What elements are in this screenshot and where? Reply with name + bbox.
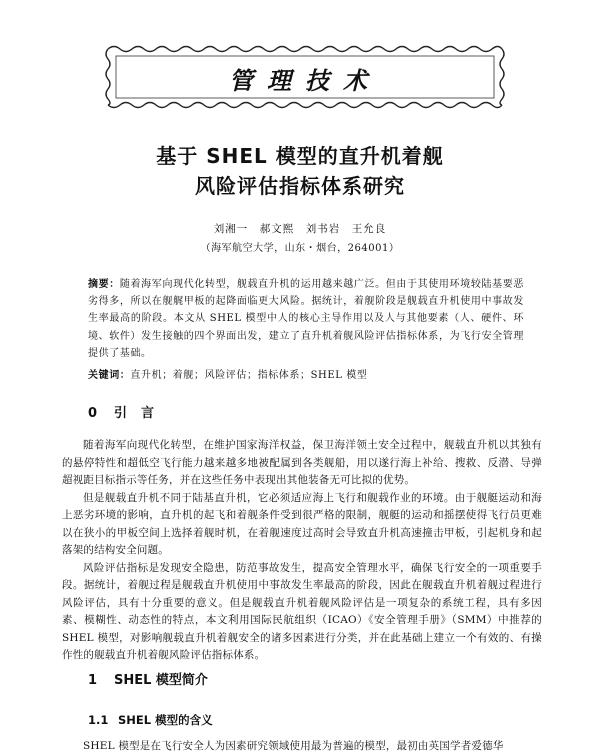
subsection-title: SHEL 模型的含义 <box>118 713 213 727</box>
paragraph: 随着海军向现代化转型，在维护国家海洋权益，保卫海洋领土安全过程中，舰载直升机以其独有的悬停特性和超低空飞行能力越来越多地被配属到各类舰船，用以遂行海上补给、搜救、反潜、导弹超视距目标指示等任务，并在这些任务中表现出其他装备无可比拟的优势。 <box>62 439 542 486</box>
section-number: 0 <box>88 406 98 421</box>
section-number: 1 <box>88 673 98 688</box>
section-heading-introduction <box>88 402 168 421</box>
keywords <box>88 366 524 381</box>
paragraph: SHEL 模型是在飞行安全人为因素研究领域使用最为普遍的模型，最初由英国学者爱德华 <box>83 740 504 752</box>
keywords-label: 关键词： <box>88 370 131 381</box>
paper-title-line-2: 风险评估指标体系研究 <box>195 174 405 198</box>
abstract <box>88 276 524 362</box>
authors: 刘湘一 郝文熙 刘书岩 王允良 <box>213 223 387 235</box>
paper-title-line-1: 基于 SHEL 模型的直升机着舰 <box>156 144 444 168</box>
keywords-text: 直升机；着舰；风险评估；指标体系；SHEL 模型 <box>130 370 368 381</box>
abstract-label: 摘要： <box>88 279 120 290</box>
affiliation: （海军航空大学，山东・烟台，264001） <box>200 243 400 254</box>
section-heading-shel-model <box>88 669 208 688</box>
paragraph: 风险评估指标是发现安全隐患，防范事故发生，提高安全管理水平，确保飞行安全的一项重要手段。据统计，着舰过程是舰载直升机使用中事故发生率最高的阶段，因此在舰载直升机着舰过程进行风险评估，具有十分重要的意义。但是舰载直升机着舰风险评估是一项复杂的系统工程，具有多因素、模糊性、动态性的特点，本文利用国际民航组织（ICAO）《安全管理手册》（SMM）中推荐的 SHEL 模型，对影响舰载直升机着舰安全的诸多因素进行分类，并在此基础上建立一个有效的、有操作性的舰载直升机着舰风险评估指标体系。 <box>62 561 542 661</box>
section-title: 引言 <box>114 406 169 421</box>
subsection-heading-shel-meaning <box>88 712 213 728</box>
abstract-text: 随着海军向现代化转型，舰载直升机的运用越来越广泛。但由于其使用环境较陆基要恶劣得多，所以在舰艉甲板的起降面临更大风险。据统计，着舰阶段是舰载直升机使用中事故发生率最高的阶段。本文从 SHEL 模型中人的核心主导作用以及人与其他要素（人、硬件、环境、软件）发生接触的四个界面出发，建立了直升机着舰风险评估指标体系，为飞行安全管理提供了基础。 <box>88 279 524 359</box>
subsection-number: 1.1 <box>88 713 109 727</box>
section-title: SHEL 模型简介 <box>114 673 208 688</box>
introduction-body <box>62 437 542 665</box>
paragraph: 但是舰载直升机不同于陆基直升机，它必须适应海上飞行和舰载作业的环境。由于舰艇运动和海上恶劣环境的影响，直升机的起飞和着舰条件受到很严格的限制，舰艇的运动和摇摆使得飞行员更难以在狭小的甲板空间上选择着舰时机，在着舰速度过高时会导致直升机高速撞击甲板，引起机身和起落架的结构安全问题。 <box>62 491 542 556</box>
column-label: 管理技术 <box>229 67 381 95</box>
subsection-body <box>62 738 542 755</box>
column-banner <box>104 43 506 111</box>
